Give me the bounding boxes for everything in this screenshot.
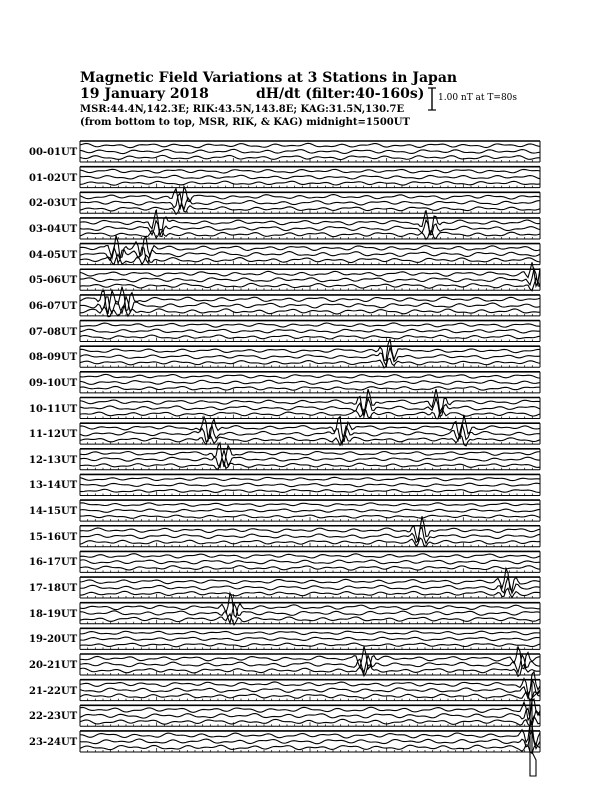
minute-ticks xyxy=(88,363,533,367)
station-trace-2 xyxy=(80,577,540,593)
hour-row-09-10UT xyxy=(80,372,540,393)
station-trace-1 xyxy=(80,477,540,480)
row-label: 13-14UT xyxy=(29,480,78,492)
row-label: 02-03UT xyxy=(29,198,78,210)
hour-row-22-23UT xyxy=(80,699,540,726)
station-trace-1 xyxy=(80,631,540,635)
row-label: 15-16UT xyxy=(29,531,78,543)
station-trace-2 xyxy=(80,637,540,640)
hour-row-17-18UT xyxy=(80,568,540,598)
row-label: 17-18UT xyxy=(29,583,78,595)
station-trace-1 xyxy=(80,503,540,507)
station-trace-1 xyxy=(80,323,540,327)
row-label: 08-09UT xyxy=(29,352,78,364)
minute-ticks xyxy=(88,491,533,495)
hour-row-13-14UT xyxy=(80,474,540,495)
minute-ticks xyxy=(88,543,533,547)
hour-row-02-03UT xyxy=(80,186,540,214)
chart-date: 19 January 2018 xyxy=(80,86,209,102)
row-label: 16-17UT xyxy=(29,557,78,569)
row-label: 00-01UT xyxy=(29,147,78,158)
hour-row-23-24UT xyxy=(80,724,540,753)
hour-row-05-06UT xyxy=(80,262,540,290)
station-trace-2 xyxy=(80,509,540,512)
station-trace-1 xyxy=(80,415,540,442)
minute-ticks xyxy=(88,261,533,265)
row-label: 12-13UT xyxy=(29,454,78,466)
hour-row-00-01UT xyxy=(80,141,540,162)
row-label: 11-12UT xyxy=(29,429,78,441)
minute-ticks xyxy=(88,594,533,598)
station-trace-1 xyxy=(80,443,540,467)
row-label: 23-24UT xyxy=(29,736,78,748)
hour-row-10-11UT xyxy=(80,389,540,419)
row-label: 22-23UT xyxy=(29,711,78,723)
hour-row-14-15UT xyxy=(80,500,540,521)
row-label: 04-05UT xyxy=(29,249,78,261)
station-trace-2 xyxy=(80,483,540,487)
station-order-note: (from bottom to top, MSR, RIK, & KAG) midnight=1500UT xyxy=(80,117,410,128)
station-trace-1 xyxy=(80,699,540,720)
station-trace-2 xyxy=(80,380,540,384)
station-trace-1 xyxy=(80,143,540,147)
large-excursion-trace xyxy=(530,680,540,776)
hour-row-11-12UT xyxy=(80,415,540,446)
row-label: 21-22UT xyxy=(29,685,78,697)
hour-row-16-17UT xyxy=(80,551,540,572)
station-trace-2 xyxy=(80,731,540,748)
station-trace-3 xyxy=(80,643,540,647)
chart-quantity: dH/dt (filter:40-160s) xyxy=(256,86,425,102)
row-label: 03-04UT xyxy=(29,223,78,235)
row-label: 10-11UT xyxy=(29,403,78,415)
row-label: 01-02UT xyxy=(29,172,78,184)
hour-row-07-08UT xyxy=(80,321,540,342)
station-trace-2 xyxy=(80,329,540,333)
row-label: 14-15UT xyxy=(29,506,78,518)
chart-title: Magnetic Field Variations at 3 Stations in Japan xyxy=(80,70,458,86)
station-trace-1 xyxy=(80,262,540,286)
row-label: 07-08UT xyxy=(29,326,78,338)
minute-ticks xyxy=(88,671,533,675)
minute-ticks xyxy=(88,568,533,572)
hour-row-03-04UT xyxy=(80,210,540,239)
station-trace-3 xyxy=(80,155,540,159)
station-trace-1 xyxy=(80,169,540,173)
station-trace-2 xyxy=(80,560,540,564)
station-trace-1 xyxy=(80,186,540,209)
row-label: 09-10UT xyxy=(29,377,78,389)
hour-row-19-20UT xyxy=(80,628,540,649)
hour-row-08-09UT xyxy=(80,339,540,368)
row-label: 05-06UT xyxy=(29,275,78,287)
station-trace-2 xyxy=(80,175,540,179)
row-label: 18-19UT xyxy=(29,608,78,620)
station-trace-2 xyxy=(80,149,540,153)
scale-bar xyxy=(428,88,436,110)
row-label: 19-20UT xyxy=(29,634,78,646)
scale-bar-label: 1.00 nT at T=80s xyxy=(438,93,518,103)
station-trace-1 xyxy=(80,210,540,235)
hour-row-04-05UT xyxy=(80,236,540,265)
hour-row-06-07UT xyxy=(80,287,540,317)
station-trace-1 xyxy=(80,287,540,314)
row-label: 20-21UT xyxy=(29,660,78,671)
row-label: 06-07UT xyxy=(29,300,78,312)
hour-row-01-02UT xyxy=(80,167,540,188)
minute-ticks xyxy=(88,517,533,521)
minute-ticks xyxy=(88,389,533,393)
minute-ticks xyxy=(88,722,533,726)
station-trace-1 xyxy=(80,554,540,558)
hour-row-21-22UT xyxy=(80,672,540,701)
station-coordinates: MSR:44.4N,142.3E; RIK:43.5N,143.8E; KAG:31.5N,130.7E xyxy=(80,104,405,115)
hour-row-12-13UT xyxy=(80,443,540,470)
station-trace-1 xyxy=(80,374,540,378)
minute-ticks xyxy=(88,697,533,701)
hour-row-20-21UT xyxy=(80,646,540,676)
